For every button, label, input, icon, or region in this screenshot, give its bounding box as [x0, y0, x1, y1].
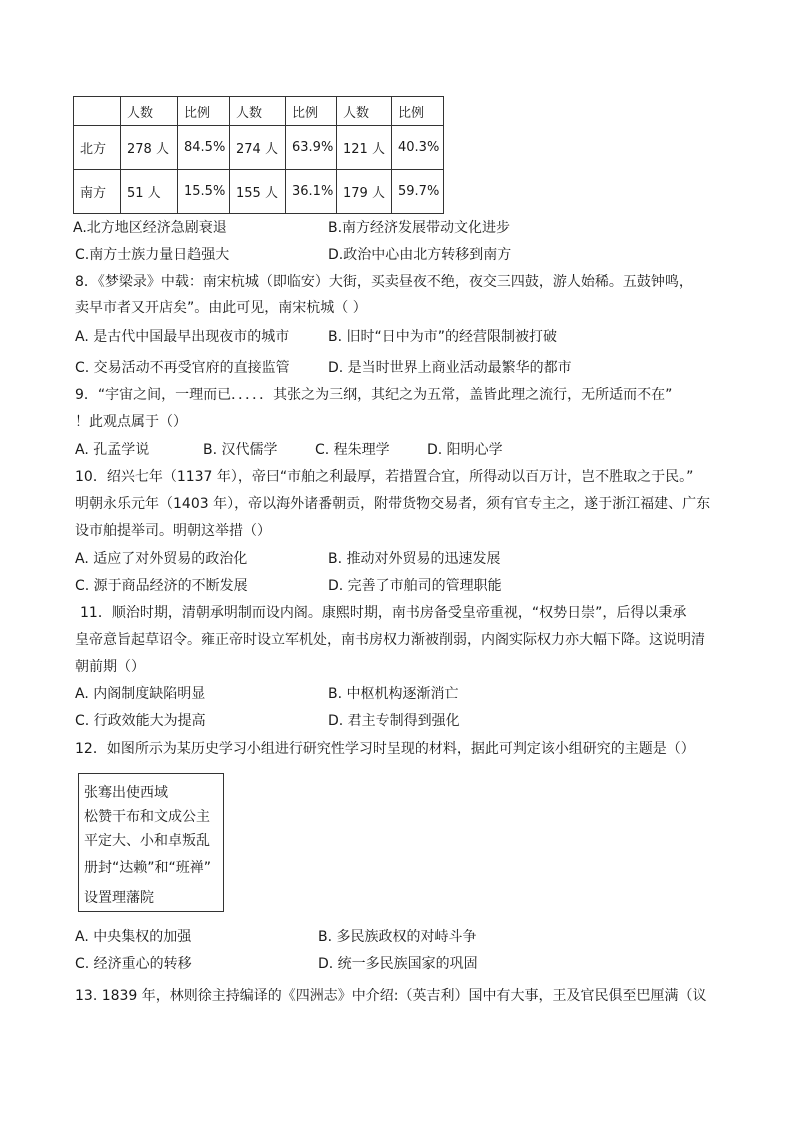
q9-option-b: B. 汉代儒学: [203, 442, 278, 458]
q8-stem-line2: 卖早市者又开店矣”。由此可见，南宋杭城（ ）: [75, 300, 367, 316]
q8-option-b: B. 旧时“日中为市”的经营限制被打破: [328, 329, 558, 345]
q11-option-b: B. 中枢机构逐渐消亡: [328, 686, 459, 702]
table-cell: 155 人: [230, 170, 286, 214]
q11-option-a: A. 内阁制度缺陷明显: [75, 686, 206, 702]
table-cell: 15.5%: [178, 170, 230, 214]
q7-option-a: A.北方地区经济急剧衰退: [73, 220, 227, 236]
table-cell: 40.3%: [392, 126, 444, 170]
material-line: 松赞干布和文成公主: [84, 809, 210, 825]
material-line: 张骞出使西域: [84, 785, 168, 801]
q8-option-a: A. 是古代中国最早出现夜市的城市: [75, 329, 290, 345]
table-cell: 179 人: [337, 170, 392, 214]
q12-stem: 12．如图所示为某历史学习小组进行研究性学习时呈现的材料，据此可判定该小组研究的主题是（）: [75, 741, 695, 757]
q10-stem-line3: 设市舶提举司。明朝这举措（）: [75, 523, 271, 539]
table-cell: 278 人: [121, 126, 178, 170]
q11-stem-line1: 11．顺治时期，清朝承明制而设内阁。康熙时期，南书房备受皇帝重视，“权势日崇”，后得以秉承: [80, 605, 687, 621]
material-line: 设置理藩院: [84, 890, 154, 906]
q12-option-c: C. 经济重心的转移: [75, 956, 192, 972]
table-cell: 51 人: [121, 170, 178, 214]
table-cell: 63.9%: [286, 126, 337, 170]
material-line: 册封“达赖”和“班禅”: [84, 860, 212, 876]
q7-option-b: B.南方经济发展带动文化进步: [328, 220, 511, 236]
q8-option-d: D. 是当时世界上商业活动最繁华的都市: [328, 360, 572, 376]
table-cell: 比例: [178, 97, 230, 126]
q12-material-box: [78, 773, 224, 912]
q10-option-d: D. 完善了市舶司的管理职能: [328, 578, 502, 594]
table-cell: 人数: [337, 97, 392, 126]
table-row: [74, 126, 444, 170]
q12-option-a: A. 中央集权的加强: [75, 929, 192, 945]
q9-option-c: C. 程朱理学: [315, 442, 390, 458]
table-cell: 北方: [74, 126, 121, 170]
q10-stem-line1: 10．绍兴七年（1137 年），帝曰“市舶之利最厚，若措置合宜，所得动以百万计，岂不胜取之于民。”: [75, 469, 694, 485]
table-cell: 59.7%: [392, 170, 444, 214]
q10-option-a: A. 适应了对外贸易的政治化: [75, 551, 248, 567]
q11-option-c: C. 行政效能大为提高: [75, 713, 206, 729]
statistics-table: [73, 96, 444, 214]
table-cell: 人数: [230, 97, 286, 126]
table-cell: 121 人: [337, 126, 392, 170]
table-cell: 比例: [392, 97, 444, 126]
q7-option-c: C.南方士族力量日趋强大: [75, 247, 230, 263]
material-line: 平定大、小和卓叛乱: [84, 833, 210, 849]
q9-stem-line1: 9．“宇宙之间，一理而已．．．．．其张之为三纲，其纪之为五常，盖皆此理之流行，无所适而不在”: [75, 387, 673, 403]
q10-option-c: C. 源于商品经济的不断发展: [75, 578, 248, 594]
q12-option-b: B. 多民族政权的对峙斗争: [318, 929, 477, 945]
q9-stem-line2: ！此观点属于（）: [75, 414, 187, 430]
q9-option-a: A. 孔孟学说: [75, 442, 150, 458]
q8-stem-line1: 8．《梦梁录》中载：南宋杭城（即临安）大街，买卖昼夜不绝，夜交三四鼓，游人始稀。五鼓钟鸣，: [75, 274, 693, 290]
q10-stem-line2: 明朝永乐元年（1403 年），帝以海外诸番朝贡，附带货物交易者，须有官专主之，遂于浙江福建、广东: [75, 496, 711, 512]
q11-stem-line2: 皇帝意旨起草诏令。雍正帝时设立军机处，南书房权力渐被削弱，内阁实际权力亦大幅下降。这说明清: [75, 632, 705, 648]
table-cell: 人数: [121, 97, 178, 126]
q8-option-c: C. 交易活动不再受官府的直接监管: [75, 360, 290, 376]
table-row: [74, 170, 444, 214]
q13-stem-line1: 13. 1839 年，林则徐主持编译的《四洲志》中介绍:（英吉利）国中有大事，王及官民俱至巴厘满（议: [75, 988, 707, 1004]
q11-option-d: D. 君主专制得到强化: [328, 713, 460, 729]
table-cell: 84.5%: [178, 126, 230, 170]
table-header-row: [74, 97, 444, 126]
table-cell: 36.1%: [286, 170, 337, 214]
q12-option-d: D. 统一多民族国家的巩固: [318, 956, 478, 972]
q11-stem-line3: 朝前期（）: [75, 659, 145, 675]
q10-option-b: B. 推动对外贸易的迅速发展: [328, 551, 501, 567]
table-cell: [74, 97, 121, 126]
table-cell: 比例: [286, 97, 337, 126]
q9-option-d: D. 阳明心学: [427, 442, 503, 458]
table-cell: 南方: [74, 170, 121, 214]
q7-option-d: D.政治中心由北方转移到南方: [328, 247, 512, 263]
table-cell: 274 人: [230, 126, 286, 170]
